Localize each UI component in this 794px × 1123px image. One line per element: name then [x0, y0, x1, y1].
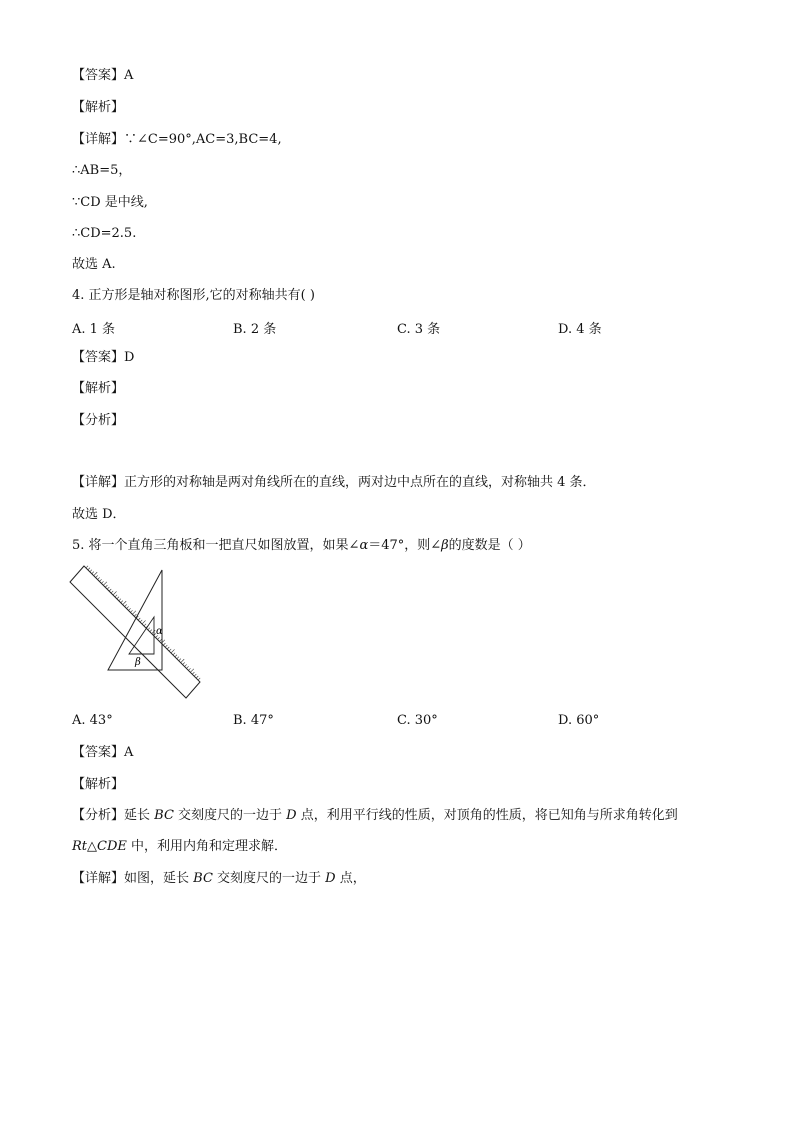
ruler-tick — [152, 630, 156, 634]
ruler-tick — [105, 585, 107, 587]
ruler-tick — [138, 618, 140, 620]
point-d: D — [325, 871, 336, 886]
q5-analyze — [72, 807, 678, 825]
answer-value: D — [124, 350, 135, 365]
question-text-pre: 5. 将一个直角三角板和一把直尺如图放置，如果∠ — [72, 538, 360, 553]
ruler-tick — [175, 655, 177, 657]
ruler-tick — [125, 604, 127, 606]
question-text-post: 的度数是（ ） — [448, 538, 531, 553]
ruler-triangle-figure — [66, 562, 206, 704]
ruler-tick — [130, 610, 132, 612]
ruler-tick — [109, 589, 111, 591]
q4-option-d: D. 4 条 — [558, 322, 602, 337]
q5-answer — [72, 744, 133, 762]
q4-option-a: A. 1 条 — [72, 322, 116, 337]
ruler-tick — [86, 566, 88, 568]
q4-analysis-label: 【解析】 — [72, 381, 125, 396]
ruler-tick — [181, 659, 185, 663]
ruler-tick — [111, 591, 113, 593]
q4-question: 4. 正方形是轴对称图形,它的对称轴共有( ) — [72, 288, 315, 303]
triangle-symbol: △ — [87, 839, 98, 854]
detail-text: 点， — [335, 871, 366, 886]
ruler-tick — [169, 649, 171, 651]
ruler-tick — [163, 643, 165, 645]
ruler-tick — [171, 649, 175, 653]
ruler-tick — [159, 639, 161, 641]
q4-detail — [72, 474, 596, 492]
ruler-tick — [192, 672, 194, 674]
analyze-text: 交刻度尺的一边于 — [173, 808, 287, 823]
ruler-tick — [127, 606, 129, 608]
q3-step1: ∴AB=5， — [72, 163, 132, 178]
q5-detail — [72, 870, 366, 888]
ruler-tick — [198, 678, 200, 680]
point-d: D — [286, 808, 297, 823]
segment-bc: BC — [154, 808, 174, 823]
ruler — [70, 566, 200, 698]
ruler-tick — [142, 620, 146, 624]
ruler-tick — [119, 599, 121, 601]
ruler-tick — [185, 664, 187, 666]
ruler-tick — [98, 577, 100, 579]
analyze-text: 点，利用平行线的性质，对顶角的性质，将已知角与所求角转化到 — [296, 808, 678, 823]
ruler-tick — [165, 645, 167, 647]
q5-option-a: A. 43° — [72, 713, 113, 728]
q3-choose: 故选 A. — [72, 257, 116, 272]
q5-analyze-cont — [72, 838, 287, 856]
ruler-tick — [92, 572, 94, 574]
ruler-tick — [194, 674, 196, 676]
ruler-tick — [157, 637, 159, 639]
detail-text: 交刻度尺的一边于 — [212, 871, 326, 886]
ruler-tick — [179, 659, 181, 661]
alpha-symbol: α — [359, 538, 369, 553]
ruler-tick — [196, 676, 198, 678]
q5-option-d: D. 60° — [558, 713, 600, 728]
q5-option-c: C. 30° — [397, 713, 438, 728]
q4-option-b: B. 2 条 — [233, 322, 277, 337]
answer-value: A — [124, 68, 134, 83]
ruler-tick — [183, 662, 185, 664]
question-text-mid: ＝47°，则∠ — [368, 538, 442, 553]
detail-label: 【详解】 — [72, 871, 125, 886]
answer-label: 【答案】 — [72, 350, 125, 365]
figure-alpha-label: α — [156, 626, 163, 637]
q5-options — [72, 713, 712, 731]
q4-analyze-label: 【分析】 — [72, 413, 125, 428]
ruler-tick — [144, 624, 146, 626]
q5-question — [72, 537, 531, 555]
figure-beta-label: β — [135, 657, 141, 668]
rt-symbol: Rt — [72, 839, 88, 854]
ruler-tick — [188, 668, 190, 670]
analyze-text: 延长 — [124, 808, 155, 823]
ruler-tick — [113, 591, 117, 595]
ruler-tick — [128, 608, 130, 610]
ruler-tick — [94, 572, 98, 576]
segment-bc: BC — [193, 871, 213, 886]
ruler-tick — [88, 568, 90, 570]
detail-label: 【详解】 — [72, 132, 125, 147]
ruler-tick — [190, 669, 194, 673]
q4-options — [72, 318, 712, 336]
ruler-tick — [99, 579, 101, 581]
q3-step2: ∵CD 是中线, — [72, 195, 148, 210]
ruler-tick — [123, 601, 127, 605]
ruler-tick — [115, 595, 117, 597]
q3-detail — [72, 131, 282, 149]
ruler-tick — [132, 611, 136, 615]
ruler-tick — [148, 628, 150, 630]
detail-text: ∵∠C=90°,AC=3,BC=4, — [124, 132, 282, 147]
ruler-tick — [117, 597, 119, 599]
ruler-tick — [101, 581, 103, 583]
ruler-tick — [140, 620, 142, 622]
ruler-tick — [96, 575, 98, 577]
detail-text: 如图，延长 — [124, 871, 194, 886]
ruler-tick — [177, 657, 179, 659]
ruler-tick — [107, 587, 109, 589]
analyze-text: 中，利用内角和定理求解． — [126, 839, 288, 854]
ruler-tick — [121, 601, 123, 603]
answer-label: 【答案】 — [72, 745, 125, 760]
ruler-tick — [103, 582, 107, 586]
q5-analysis-label: 【解析】 — [72, 777, 125, 792]
ruler-tick — [150, 630, 152, 632]
answer-value: A — [124, 745, 134, 760]
ruler-tick — [186, 666, 188, 668]
q4-choose: 故选 D． — [72, 507, 126, 522]
answer-label: 【答案】 — [72, 68, 125, 83]
detail-text: 正方形的对称轴是两对角线所在的直线，两对边中点所在的直线，对称轴共 4 条． — [124, 475, 596, 490]
detail-label: 【详解】 — [72, 475, 125, 490]
ruler-tick — [90, 570, 92, 572]
q3-step3: ∴CD=2.5. — [72, 226, 137, 241]
triangle-cde: CDE — [97, 839, 127, 854]
q3-analysis-label: 【解析】 — [72, 100, 125, 115]
ruler-tick — [134, 614, 136, 616]
q4-answer — [72, 349, 134, 367]
beta-symbol: β — [441, 538, 449, 553]
q5-option-b: B. 47° — [233, 713, 274, 728]
analyze-label: 【分析】 — [72, 808, 125, 823]
ruler-tick — [167, 647, 169, 649]
q3-answer — [72, 67, 133, 85]
q4-option-c: C. 3 条 — [397, 322, 441, 337]
ruler-tick — [173, 653, 175, 655]
